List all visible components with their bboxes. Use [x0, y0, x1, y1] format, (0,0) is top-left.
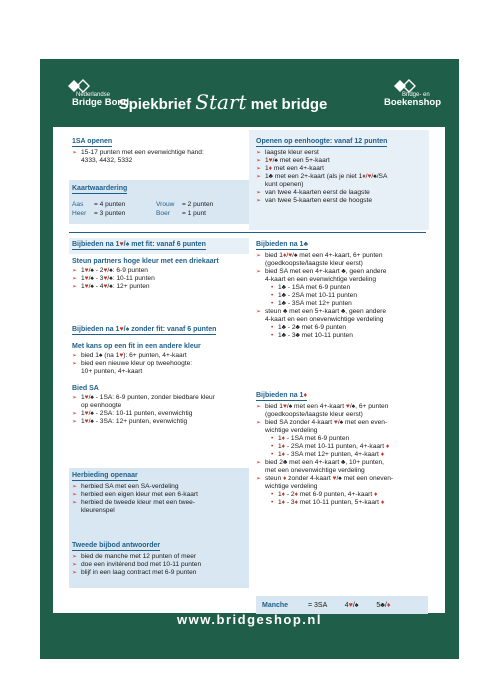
list-item-cont: wichtige verdeling: [265, 483, 318, 490]
list-item: ➢ 1♣ met een 2+-kaart (als je niet 1♦/♥/♠/SA: [256, 173, 428, 181]
list-item: ➢ 1♥/♠ - 4♥/♠: 12+ punten: [72, 283, 247, 291]
list-item: ➢ van twee 5-kaarten eerst de hoogste: [256, 197, 428, 205]
card-name: Heer: [72, 210, 87, 217]
list-item: ➢ laagste kleur eerst: [256, 149, 428, 157]
subheading: Met kans op een fit in een andere kleur: [72, 343, 201, 350]
section-1sa: [72, 138, 247, 165]
section-bijbieden-zonder-fit: [72, 326, 247, 426]
manche-value: = 3SA: [307, 602, 327, 609]
card-name: Aas: [72, 201, 84, 208]
page-title: [108, 90, 338, 114]
footer-url[interactable]: www.bridgeshop.nl: [177, 612, 322, 627]
list-item: ➢ herbied de tweede kleur met een twee-: [72, 499, 247, 507]
sub-item: • 1♦ - 2SA met 10-11 punten, 4+-kaart ♦: [256, 443, 428, 451]
list-item: ➢ 1♦ met een 4+-kaart: [256, 165, 428, 173]
list-item-cont: 4-kaart en een evenwichtige verdeling: [265, 276, 377, 283]
list-item-cont: wichtige verdeling: [265, 427, 318, 434]
list-item: ➢ doe een invitérend bod met 10-11 punten: [72, 561, 247, 569]
section-bijbieden-1c: [256, 241, 428, 340]
sub-item: • 1♣ - 2♣ met 6-9 punten: [256, 324, 428, 332]
section-bijbieden-1d: [256, 392, 428, 507]
section-herbieding: [72, 472, 247, 515]
list-item: ➢ 1♥/♠ met een 5+-kaart: [256, 157, 428, 165]
section-heading: Tweede bijbod antwoorder: [72, 542, 161, 549]
list-item-cont: kleurenspel: [81, 507, 115, 514]
title-part-2: met bridge: [246, 96, 328, 113]
sub-item: • 1♦ - 3SA met 12+ punten, 4+-kaart ♦: [256, 451, 428, 459]
list-item: ➢ bied SA zonder 4-kaart ♥/♠ met een even-: [256, 419, 428, 427]
subheading: Bied SA: [72, 385, 99, 392]
list-item: ➢ bied de manche met 12 punten of meer: [72, 553, 247, 561]
section-heading: 1SA openen: [72, 138, 113, 145]
list-item-cont: (goedkoopste/laagste kleur eerst): [265, 260, 363, 267]
list-item: ➢ blijf in een laag contract met 6-9 punten: [72, 569, 247, 577]
card-value: = 4 punten: [94, 201, 126, 208]
title-script: Start: [195, 90, 247, 114]
section-tweede-bijbod: [72, 542, 247, 577]
section-heading: Bijbieden na 1♦: [256, 392, 308, 399]
card-value: = 3 punten: [94, 210, 126, 217]
list-item: ➢ bied 1♥/♠ met een 4+-kaart ♥/♠, 6+ punten: [256, 403, 428, 411]
sub-item: • 1♣ - 2SA met 10-11 punten: [256, 292, 428, 300]
section-heading: Bijbieden na 1♥/♠ zonder fit: vanaf 6 punten: [72, 326, 217, 333]
manche-label: Manche: [262, 602, 289, 609]
title-part-1: Spiekbrief: [118, 96, 196, 113]
list-item: ➢ 15-17 punten met een evenwichtige hand:: [72, 149, 247, 157]
list-item: ➢ steun ♦ zonder 4-kaart ♥/♠ met een oneven-: [256, 475, 428, 483]
section-openen: [256, 138, 428, 205]
logo-left-big: Bridge Bond: [72, 97, 129, 108]
manche-row: [262, 602, 390, 609]
section-heading: Kaartwaardering: [72, 185, 128, 192]
list-item: ➢ bied 1♠ (na 1♥): 6+ punten, 4+-kaart: [72, 352, 247, 360]
subheading: Steun partners hoge kleur met een driekaart: [72, 258, 219, 265]
logo-right-big: Boekenshop: [384, 97, 442, 108]
list-item-cont: 4-kaart en een onevenwichtige verdeling: [265, 316, 384, 323]
sub-item: • 1♣ - 3♣ met 10-11 punten: [256, 332, 428, 340]
list-item: ➢ steun ♣ met een 5+-kaart ♣, geen andere: [256, 308, 428, 316]
list-item: ➢ herbied een eigen kleur met een 6-kaart: [72, 491, 247, 499]
section-heading: Openen op eenhoogte: vanaf 12 punten: [256, 138, 388, 145]
list-item: ➢ bied een nieuwe kleur op tweehoogte:: [72, 360, 247, 368]
list-item: ➢ herbied SA met een SA-verdeling: [72, 483, 247, 491]
sub-item: • 1♦ - 2♦ met 6-9 punten, 4+-kaart ♦: [256, 491, 428, 499]
sub-item: • 1♣ - 1SA met 6-9 punten: [256, 284, 428, 292]
sub-item: • 1♦ - 1SA met 6-9 punten: [256, 435, 428, 443]
sub-item: • 1♣ - 3SA met 12+ punten: [256, 300, 428, 308]
section-heading: Bijbieden na 1♣: [256, 241, 309, 248]
logo-right-small: Bridge- en: [402, 92, 430, 98]
card-value: = 1 punt: [182, 210, 207, 217]
list-item-cont: met een onevenwichtige verdeling: [265, 467, 365, 474]
card-name: Boer: [156, 210, 170, 217]
list-item-cont: kunt openen): [265, 181, 304, 188]
section-kaartwaardering: [72, 185, 247, 196]
list-item: ➢ 1♥/♠ - 2SA: 10-11 punten, evenwichtig: [72, 410, 247, 418]
list-item-cont: 10+ punten, 4+-kaart: [81, 368, 143, 375]
section-heading: Bijbieden na 1♥/♠ met fit: vanaf 6 punten: [72, 241, 206, 248]
kaartwaardering-row: [72, 201, 247, 209]
card-name: Vrouw: [156, 201, 175, 208]
section-bijbieden-fit: [72, 241, 247, 291]
manche-value: 5♣/♦: [376, 602, 391, 609]
list-item: ➢ 1♥/♠ - 3SA: 12+ punten, evenwichtig: [72, 418, 247, 426]
divider: [69, 232, 426, 233]
list-item: ➢ 1♥/♠ - 1SA: 6-9 punten, zonder biedbare kleur: [72, 394, 247, 402]
sub-item: • 1♦ - 3♦ met 10-11 punten, 5+-kaart ♦: [256, 499, 428, 507]
list-item: ➢ van twee 4-kaarten eerst de laagste: [256, 189, 428, 197]
list-item: ➢ bied 1♦/♥/♠ met een 4+-kaart, 6+ punten: [256, 252, 428, 260]
list-item: ➢ 1♥/♠ - 3♥/♠: 10-11 punten: [72, 275, 247, 283]
list-item-cont: (goedkoopste/laagste kleur eerst): [265, 411, 363, 418]
list-item: ➢ bied 2♣ met een 4+-kaart ♣, 10+ punten,: [256, 459, 428, 467]
list-item: ➢ bied SA met een 4+-kaart ♣, geen andere: [256, 268, 428, 276]
section-heading: Herbieding openaar: [72, 472, 138, 479]
list-item: ➢ 1♥/♠ - 2♥/♠: 6-9 punten: [72, 267, 247, 275]
boekenshop-logo: [378, 78, 448, 108]
kaartwaardering-row: [72, 210, 247, 218]
list-item-cont: op eenhoogte: [81, 402, 122, 409]
card-value: = 2 punten: [182, 201, 214, 208]
manche-value: 4♥/♠: [344, 602, 359, 609]
list-item-cont: 4333, 4432, 5332: [81, 157, 133, 164]
logo-left-small: Nederlandse: [76, 92, 111, 98]
